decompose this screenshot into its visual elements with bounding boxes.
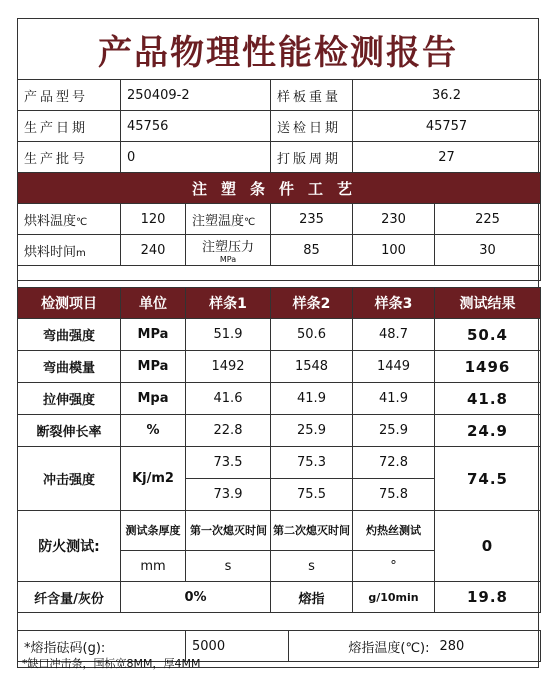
send-date-value: 45757: [353, 111, 541, 142]
batch-label: 生产批号: [18, 142, 121, 173]
header-unit: 单位: [121, 288, 186, 319]
melt-unit: g/10min: [353, 582, 435, 613]
impact-row: [18, 447, 541, 479]
melt-label: 熔指: [271, 582, 353, 613]
info-table: [17, 79, 541, 173]
test-s1: 41.6: [186, 383, 271, 415]
send-date-label: 送检日期: [271, 111, 353, 142]
process-table: [17, 172, 541, 281]
impact-r1-s3: 72.8: [353, 447, 435, 479]
test-s3: 48.7: [353, 319, 435, 351]
prod-date-value: 45756: [121, 111, 271, 142]
fire-name: 防火测试:: [18, 511, 121, 582]
test-s1: 51.9: [186, 319, 271, 351]
cycle-value: 27: [353, 142, 541, 173]
melt-weight-label: *熔指砝码(g):: [18, 631, 186, 662]
inj-pressure-1: 85: [271, 235, 353, 266]
melt-temp-value: 280: [434, 631, 541, 662]
batch-value: 0: [121, 142, 271, 173]
test-s3: 25.9: [353, 415, 435, 447]
fire-col3-head: 第二次熄灭时间: [271, 511, 353, 551]
test-s2: 1548: [271, 351, 353, 383]
melt-value: 19.8: [435, 582, 541, 613]
dry-temp-value: 120: [121, 204, 186, 235]
fiber-row: [18, 582, 541, 613]
inj-temp-label: 注塑温度℃: [186, 204, 271, 235]
fire-col4-head: 灼热丝测试: [353, 511, 435, 551]
inj-temp-2: 230: [353, 204, 435, 235]
fire-col1-head: 测试条厚度: [121, 511, 186, 551]
melt-temp-label: 熔指温度(℃):: [289, 631, 434, 662]
inj-pressure-3: 30: [435, 235, 541, 266]
header-result: 测试结果: [435, 288, 541, 319]
test-name: 弯曲强度: [18, 319, 121, 351]
fiber-label: 纤含量/灰份: [18, 582, 121, 613]
test-unit: MPa: [121, 351, 186, 383]
header-s3: 样条3: [353, 288, 435, 319]
impact-unit: Kj/m2: [121, 447, 186, 511]
weight-value: 36.2: [353, 80, 541, 111]
test-s2: 41.9: [271, 383, 353, 415]
impact-r2-s1: 73.9: [186, 479, 271, 511]
test-s1: 1492: [186, 351, 271, 383]
prod-date-label: 生产日期: [18, 111, 121, 142]
fire-head-row: [18, 511, 541, 551]
test-unit: MPa: [121, 319, 186, 351]
test-s1: 22.8: [186, 415, 271, 447]
impact-r2-s3: 75.8: [353, 479, 435, 511]
dry-temp-label: 烘料温度℃: [18, 204, 121, 235]
fire-col4-unit: °: [353, 551, 435, 582]
inj-temp-1: 235: [271, 204, 353, 235]
table-row: [18, 351, 541, 383]
test-unit: %: [121, 415, 186, 447]
test-name: 弯曲模量: [18, 351, 121, 383]
test-result: 24.9: [435, 415, 541, 447]
table-row: [18, 415, 541, 447]
test-name: 拉伸强度: [18, 383, 121, 415]
header-item: 检测项目: [18, 288, 121, 319]
test-result: 1496: [435, 351, 541, 383]
dry-time-value: 240: [121, 235, 186, 266]
cycle-label: 打版周期: [271, 142, 353, 173]
test-name: 断裂伸长率: [18, 415, 121, 447]
inj-pressure-label: 注塑压力 MPa: [186, 235, 271, 266]
test-result: 50.4: [435, 319, 541, 351]
impact-r2-s2: 75.5: [271, 479, 353, 511]
test-s2: 25.9: [271, 415, 353, 447]
test-table: [17, 287, 541, 613]
footnote: *缺口冲击条，国标宽8MM，厚4MM: [22, 657, 201, 670]
table-row: [18, 319, 541, 351]
fire-col2-head: 第一次熄灭时间: [186, 511, 271, 551]
fire-col1-unit: mm: [121, 551, 186, 582]
impact-r1-s1: 73.5: [186, 447, 271, 479]
impact-result: 74.5: [435, 447, 541, 511]
report-title: 产品物理性能检测报告: [98, 32, 458, 73]
model-label: 产品型号: [18, 80, 121, 111]
melt-weight-value: 5000: [186, 631, 289, 662]
inj-pressure-2: 100: [353, 235, 435, 266]
weight-label: 样板重量: [271, 80, 353, 111]
fiber-value: 0%: [121, 582, 271, 613]
test-result: 41.8: [435, 383, 541, 415]
inj-temp-3: 225: [435, 204, 541, 235]
dry-time-label: 烘料时间m: [18, 235, 121, 266]
test-s2: 50.6: [271, 319, 353, 351]
test-unit: Mpa: [121, 383, 186, 415]
table-row: [18, 383, 541, 415]
header-s2: 样条2: [271, 288, 353, 319]
fire-col3-unit: s: [271, 551, 353, 582]
fire-result: 0: [435, 511, 541, 582]
process-band: 注塑条件工艺: [18, 173, 541, 204]
fire-col2-unit: s: [186, 551, 271, 582]
impact-name: 冲击强度: [18, 447, 121, 511]
test-s3: 1449: [353, 351, 435, 383]
model-value: 250409-2: [121, 80, 271, 111]
impact-r1-s2: 75.3: [271, 447, 353, 479]
spacer-row: [18, 266, 541, 281]
report-sheet: [17, 18, 539, 668]
test-s3: 41.9: [353, 383, 435, 415]
header-s1: 样条1: [186, 288, 271, 319]
